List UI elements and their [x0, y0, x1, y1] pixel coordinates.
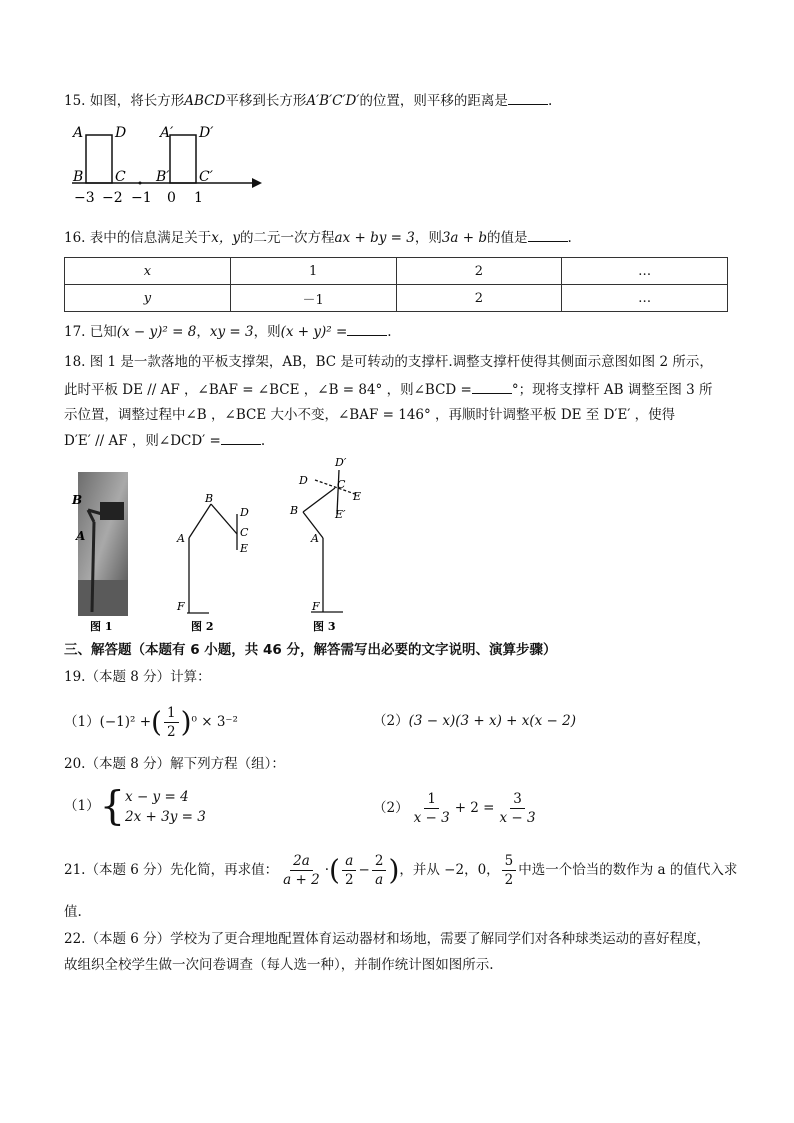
fig15-tick: −2 — [102, 190, 123, 206]
fig3-label: E′ — [335, 508, 346, 521]
fig3-label: D′ — [335, 456, 347, 469]
table-row — [65, 258, 728, 285]
section3-title: 三、解答题（本题有 6 小题，共 46 分，解答需写出必要的文字说明、演算步骤） — [64, 642, 557, 658]
q19-fraction: $\frac{1}{2}$ — [164, 704, 179, 741]
q18-figure3 — [283, 452, 378, 636]
q18-line1: 18. 图 1 是一款落地的平板支撑架，AB，BC 是可转动的支撑杆.调整支撑杆使得其侧面示意图如图 2 所示， — [64, 354, 713, 370]
fig15-tick: 0 — [167, 190, 176, 206]
q22-line1: 22.（本题 6 分）学校为了更合理地配置体育运动器材和场地，需要了解同学们对各种球类运动的喜好程度， — [64, 931, 711, 947]
fig15-tick: −3 — [74, 190, 95, 206]
fig3-label: F — [312, 600, 320, 613]
q18-figure2 — [165, 478, 265, 636]
fig2-label: E — [240, 542, 249, 555]
table-cell: 2 — [396, 258, 562, 285]
q17-text: 17. 已知(x − y)² = 8，xy = 3，则(x + y)² = . — [64, 321, 392, 342]
fig15-label: A — [73, 125, 84, 141]
q19-part2: （2）(3 − x)(3 + x) + x(x − 2) — [373, 713, 576, 729]
fig3-label: C — [337, 478, 346, 491]
q20-text: 20.（本题 8 分）解下列方程（组）： — [64, 756, 285, 772]
fig15-label: C′ — [199, 169, 213, 185]
table-cell: … — [562, 285, 728, 312]
fig2-label: A — [177, 532, 185, 545]
fig15-label: D — [115, 125, 127, 141]
fig1-label: A — [76, 529, 86, 543]
fig2-label: F — [177, 600, 185, 613]
q22-line2: 故组织全校学生做一次问卷调查（每人选一种），并制作统计图如图所示. — [64, 957, 494, 973]
fig1-label: B — [72, 493, 83, 507]
fig15-tick: 1 — [194, 190, 203, 206]
q18-answer-blank-1[interactable] — [472, 379, 512, 394]
fig2-label: B — [205, 492, 214, 505]
q21-line2: 值. — [64, 904, 82, 920]
q20-part2: （2） $\frac{1}{x - 3}$ + 2 = $\frac{3}{x - 3}$ — [373, 791, 536, 826]
fig15-label: B — [73, 169, 84, 185]
table-cell: y — [65, 285, 231, 312]
fig15-label: C — [115, 169, 126, 185]
q21-text: 21.（本题 6 分）先化简，再求值： $\frac{2a}{a + 2}$ ·( $\frac{a}{2}$ − $\frac{2}{a}$ )，并从 −2，0， $\frac{5}{2}$ 中选一个恰当的数作为 a 的值代入求 — [64, 853, 738, 888]
table-row — [65, 285, 728, 312]
q18-line2: 此时平板 DE // AF ，∠BAF = ∠BCE ，∠B = 84° ，则∠BCD = °；现将支撑杆 AB 调整至图 3 所 — [64, 379, 713, 400]
q17-answer-blank[interactable] — [347, 321, 387, 336]
fig3-caption: 图 3 — [313, 620, 336, 633]
table-cell: 1 — [230, 258, 396, 285]
fig15-label: D′ — [199, 125, 214, 141]
fig3-label: A — [311, 532, 319, 545]
fig3-label: E — [353, 490, 362, 503]
fig15-tick: −1 — [131, 190, 152, 206]
fig2-label: D — [240, 506, 249, 519]
q18-figure1-photo — [70, 470, 140, 635]
fig3-label: B — [290, 504, 299, 517]
q18-line4: D′E′ // AF ，则∠DCD′ = . — [64, 430, 265, 451]
q20-part1: （1）{ x − y = 4 2x + 3y = 3 — [64, 783, 206, 830]
q18-answer-blank-2[interactable] — [221, 430, 261, 445]
q19-text: 19.（本题 8 分）计算： — [64, 669, 211, 685]
table-cell: x — [65, 258, 231, 285]
table-cell: 2 — [396, 285, 562, 312]
fig2-caption: 图 2 — [191, 620, 214, 633]
q15-figure — [64, 122, 274, 208]
q16-table — [64, 257, 728, 312]
q19-part1: （1）(−1)² +( $\frac{1}{2}$ )⁰ × 3⁻² — [64, 705, 238, 740]
fig15-label: B′ — [156, 169, 170, 185]
table-cell: … — [562, 258, 728, 285]
fig1-caption: 图 1 — [90, 620, 113, 633]
q16-answer-blank[interactable] — [528, 227, 568, 242]
fig3-label: D — [299, 474, 308, 487]
q15-text: 15. 如图，将长方形ABCD平移到长方形A′B′C′D′的位置，则平移的距离是 . — [64, 90, 552, 111]
q18-line3: 示位置，调整过程中∠B ，∠BCE 大小不变，∠BAF = 146° ，再顺时针调整平板 DE 至 D′E′ ，使得 — [64, 407, 676, 423]
fig15-label: A′ — [160, 125, 174, 141]
table-cell: －1 — [230, 285, 396, 312]
q16-text: 16. 表中的信息满足关于x，y的二元一次方程ax + by = 3，则3a + b的值是 . — [64, 227, 572, 248]
q15-answer-blank[interactable] — [508, 90, 548, 105]
fig2-label: C — [240, 526, 249, 539]
